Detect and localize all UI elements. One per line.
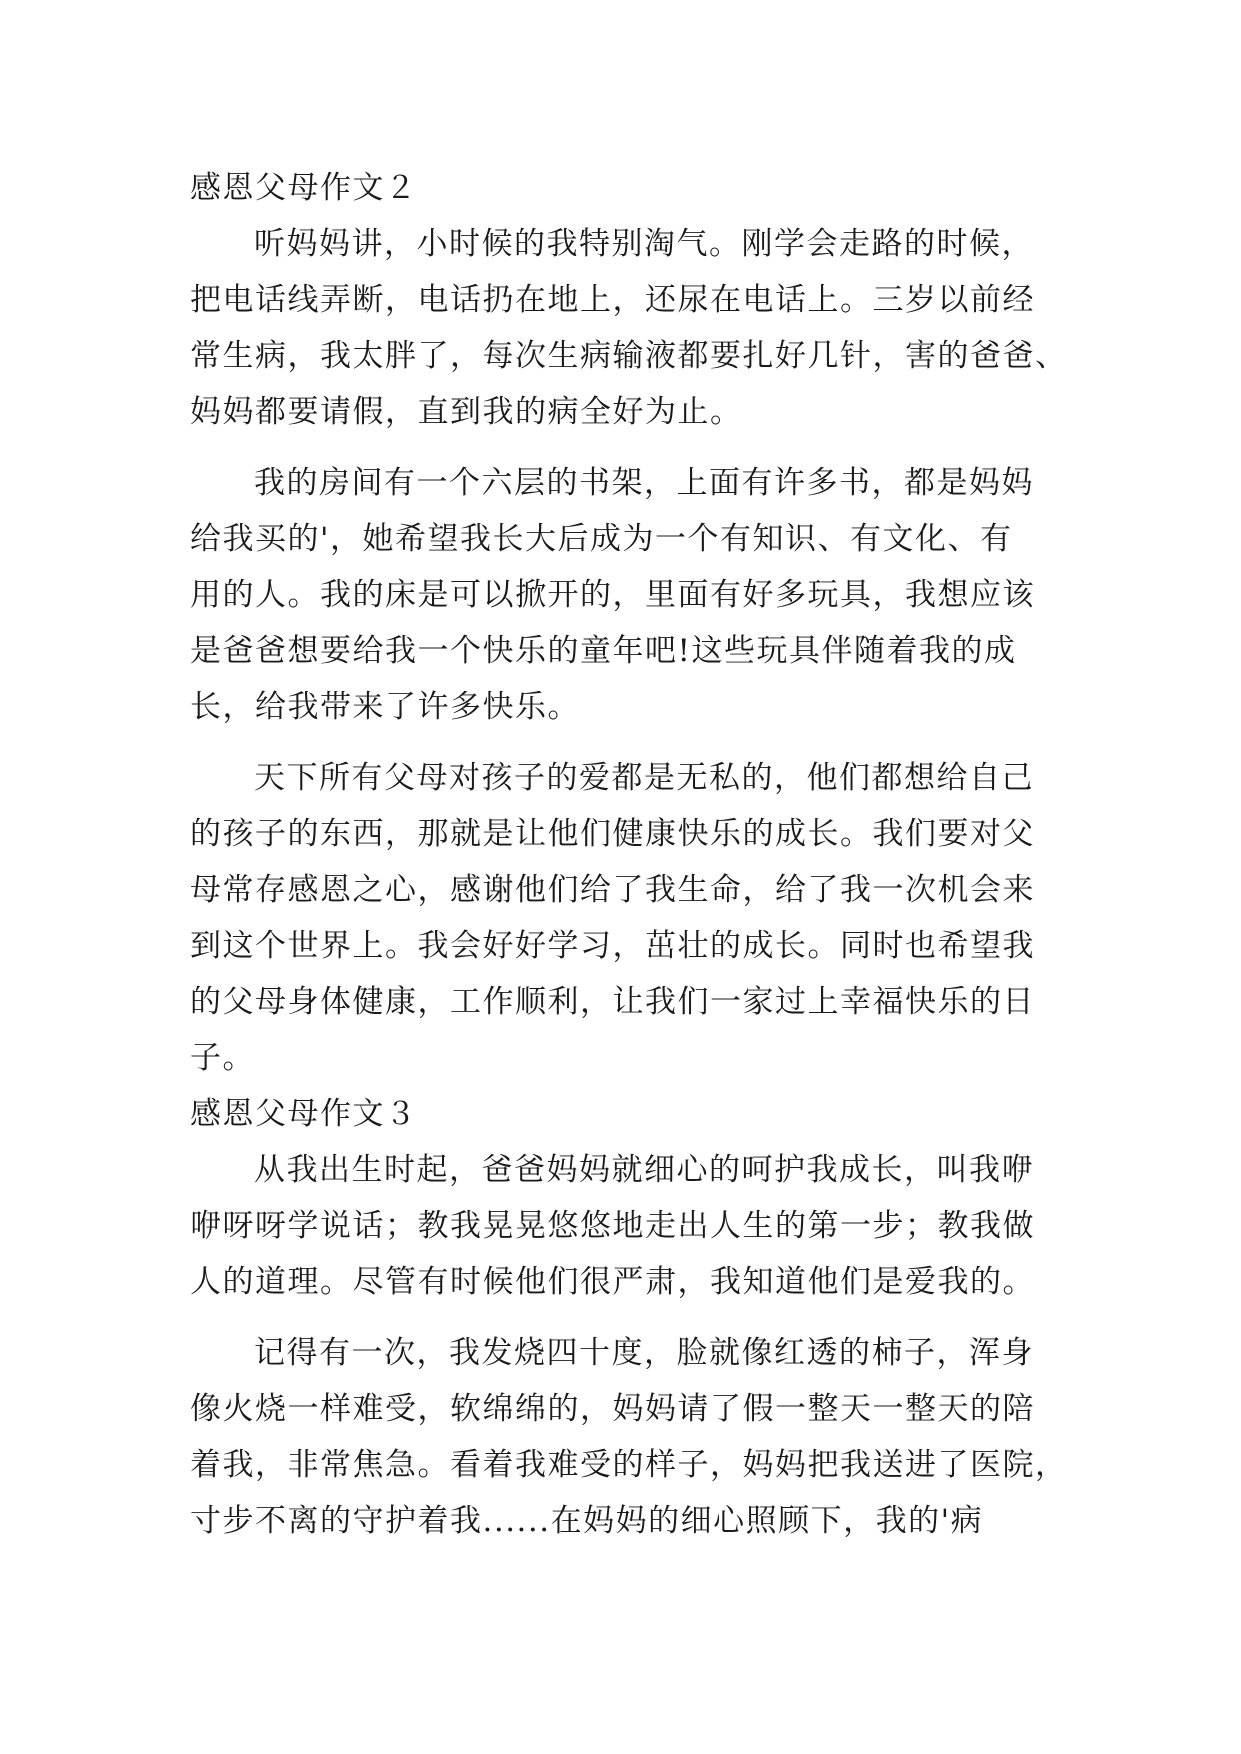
text-line: 从我出生时起，爸爸妈妈就细心的呵护我成长，叫我咿: [254, 1152, 1034, 1188]
text-line: 听妈妈讲，小时候的我特别淘气。刚学会走路的时候，: [254, 226, 1034, 262]
paragraph: [190, 750, 1070, 1086]
text-line: 人的道理。尽管有时候他们很严肃，我知道他们是爱我的。: [190, 1264, 1035, 1300]
text-line: 是爸爸想要给我一个快乐的童年吧!这些玩具伴随着我的成: [190, 633, 1017, 669]
text-line: 的孩子的东西，那就是让他们健康快乐的成长。我们要对父: [190, 816, 1035, 852]
paragraph: [190, 1325, 1070, 1549]
text-line: 母常存感恩之心，感谢他们给了我生命，给了我一次机会来: [190, 872, 1035, 908]
section-heading: 感恩父母作文３: [190, 1096, 418, 1132]
text-line: 常生病，我太胖了，每次生病输液都要扎好几针，害的爸爸、: [190, 338, 1068, 374]
text-line: 记得有一次，我发烧四十度，脸就像红透的柿子，浑身: [254, 1335, 1034, 1371]
text-line: 妈妈都要请假，直到我的病全好为止。: [190, 394, 743, 430]
text-line: 寸步不离的守护着我......在妈妈的细心照顾下，我的'病: [190, 1503, 984, 1539]
text-line: 像火烧一样难受，软绵绵的，妈妈请了假一整天一整天的陪: [190, 1391, 1035, 1427]
section-heading: 感恩父母作文２: [190, 170, 418, 206]
text-line: 子。: [190, 1040, 255, 1076]
document-body: [190, 160, 1070, 1549]
text-line: 着我，非常焦急。看着我难受的样子，妈妈把我送进了医院，: [190, 1447, 1068, 1483]
text-line: 的父母身体健康，工作顺利，让我们一家过上幸福快乐的日: [190, 984, 1035, 1020]
text-line: 我的房间有一个六层的书架，上面有许多书，都是妈妈: [254, 465, 1034, 501]
text-line: 用的人。我的床是可以掀开的，里面有好多玩具，我想应该: [190, 577, 1035, 613]
text-line: 到这个世界上。我会好好学习，茁壮的成长。同时也希望我: [190, 928, 1035, 964]
text-line: 咿呀呀学说话；教我晃晃悠悠地走出人生的第一步；教我做: [190, 1208, 1035, 1244]
text-line: 把电话线弄断，电话扔在地上，还尿在电话上。三岁以前经: [190, 282, 1035, 318]
paragraph: [190, 455, 1070, 735]
paragraph: [190, 216, 1070, 440]
text-line: 给我买的'，她希望我长大后成为一个有知识、有文化、有: [190, 521, 1013, 557]
text-line: 长，给我带来了许多快乐。: [190, 689, 580, 725]
text-line: 天下所有父母对孩子的爱都是无私的，他们都想给自己: [254, 760, 1034, 796]
paragraph: [190, 1142, 1070, 1310]
